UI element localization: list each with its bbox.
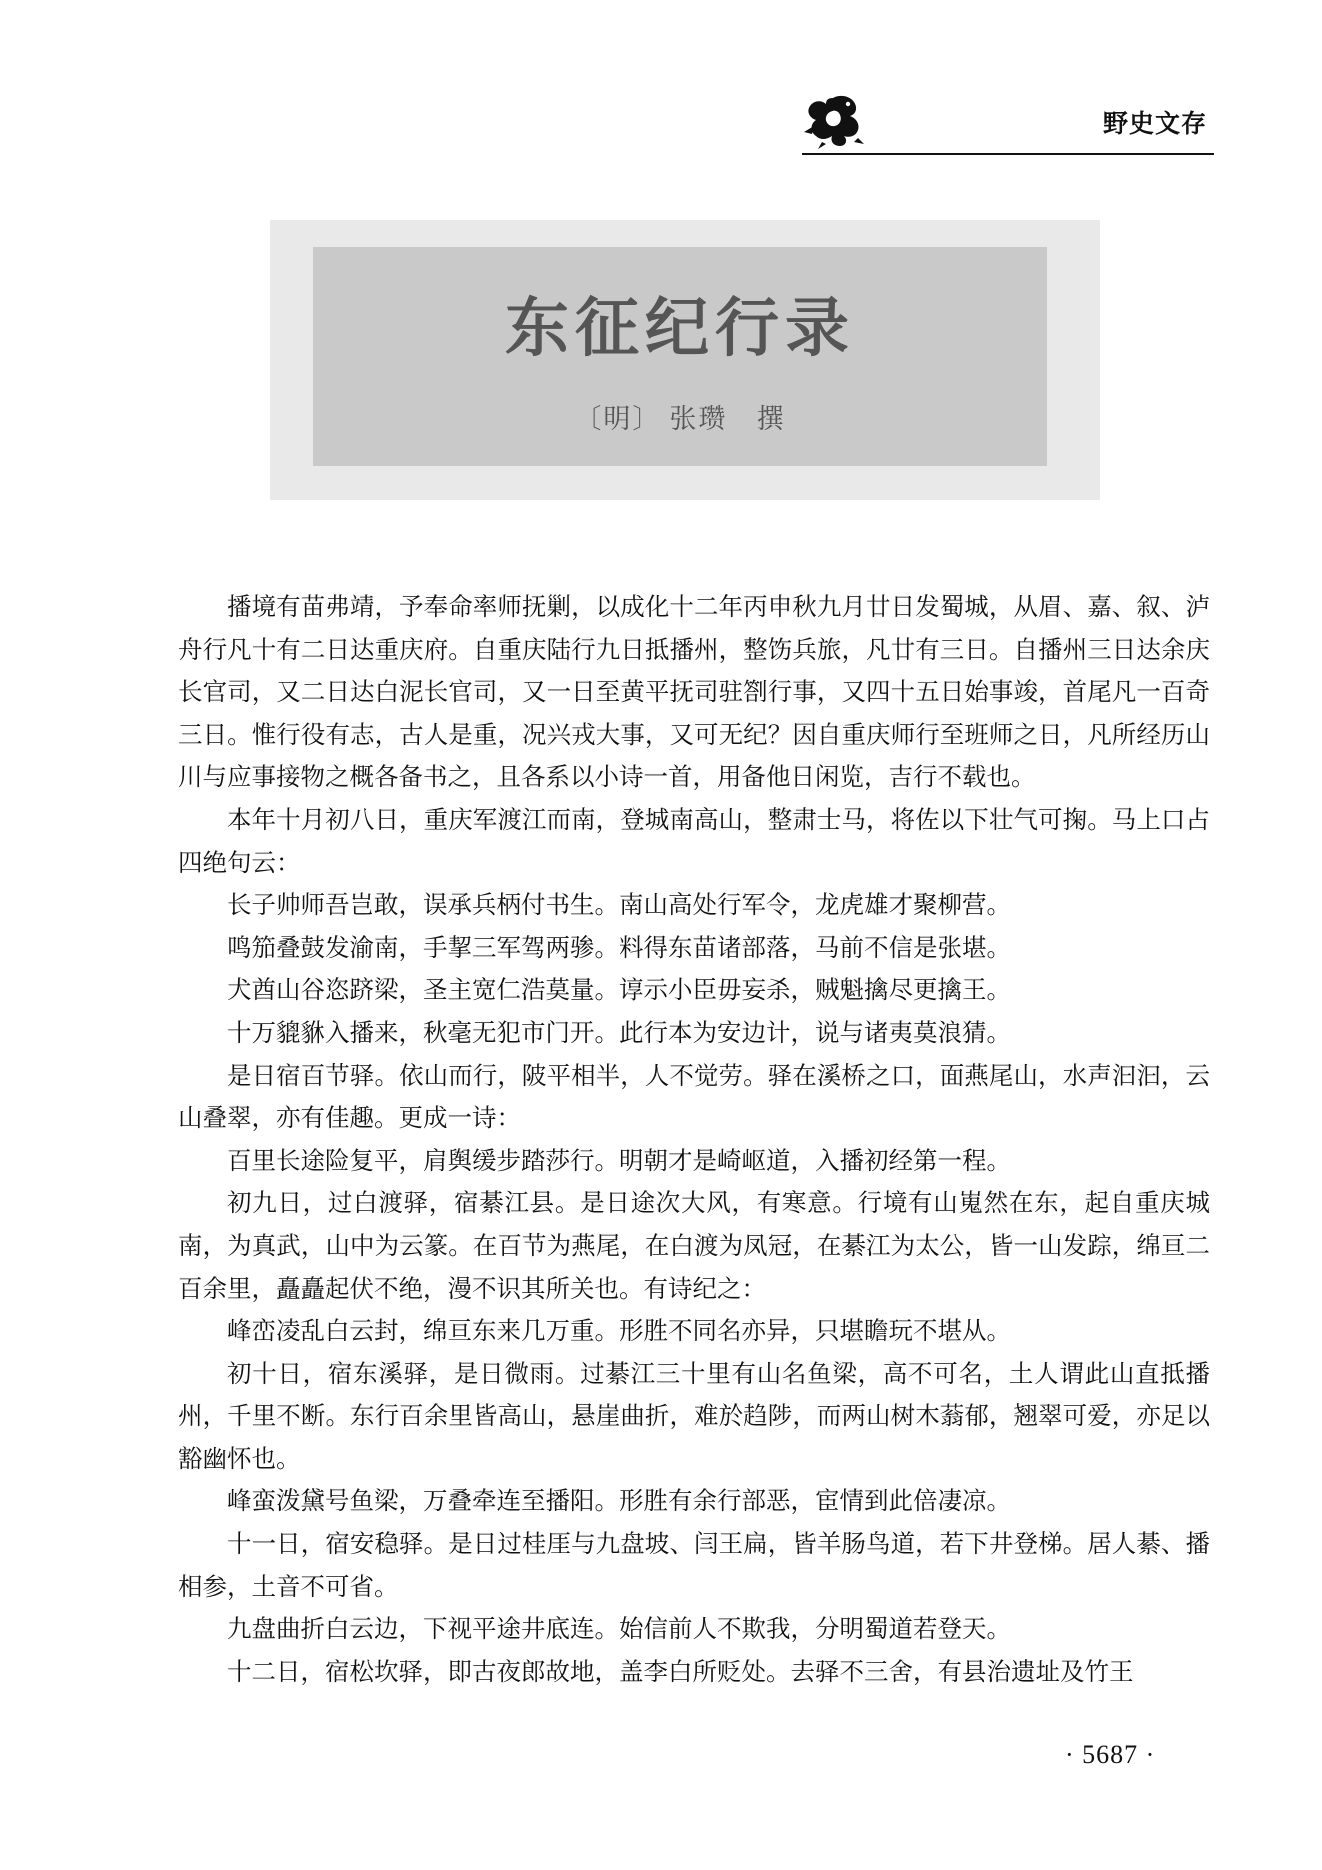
paragraph: 播境有苗弗靖，予奉命率师抚剿，以成化十二年丙申秋九月廿日发蜀城，从眉、嘉、叙、泸舟行凡十有二日达重庆府。自重庆陆行九日抵播州，整饬兵旅，凡廿有三日。自播州三日达余庆长官司，又二日达白泥长官司，又一日至黄平抚司驻劄行事，又四十五日始事竣，首尾凡一百奇三日。惟行役有志，古人是重，况兴戎大事，又可无纪？因自重庆师行至班师之日，凡所经历山川与应事接物之概各备书之，且各系以小诗一首，用备他日闲览，吉行不载也。 bbox=[178, 592, 1210, 792]
series-title: 野史文存 bbox=[1102, 109, 1207, 138]
dragon-logo bbox=[800, 92, 866, 150]
paragraph: 本年十月初八日，重庆军渡江而南，登城南高山，整肃士马，将佐以下壮气可掬。马上口占四绝句云： bbox=[178, 804, 1210, 877]
page-title: 东征纪行录 bbox=[505, 291, 855, 366]
title-box bbox=[313, 247, 1047, 466]
author-role: 撰 bbox=[756, 404, 786, 435]
author-line bbox=[313, 397, 1047, 436]
poem-line: 峰蛮泼黛号鱼梁，万叠牵连至播阳。形胜有余行部恶，宦情到此倍凄凉。 bbox=[227, 1486, 1011, 1516]
header-rule bbox=[802, 153, 1214, 155]
paragraph: 十一日，宿安稳驿。是日过桂厓与九盘坡、闫王扁，皆羊肠鸟道，若下井登梯。居人綦、播相参，土音不可省。 bbox=[178, 1529, 1210, 1601]
body-text bbox=[178, 586, 1210, 1693]
poem-line: 鸣笳叠鼓发渝南，手挈三军驾两骖。料得东苗诸部落，马前不信是张堪。 bbox=[227, 932, 1011, 962]
poem-line: 十万貔貅入播来，秋毫无犯市门开。此行本为安边计，说与诸夷莫浪猜。 bbox=[227, 1017, 1011, 1047]
page-number: · 5687 · bbox=[1065, 1740, 1156, 1769]
paragraph: 是日宿百节驿。依山而行，陂平相半，人不觉劳。驿在溪桥之口，面燕尾山，水声汩汩，云山叠翠，亦有佳趣。更成一诗： bbox=[178, 1060, 1210, 1133]
poem-line: 百里长途险复平，肩舆缓步踏莎行。明朝才是崎岖道，入播初经第一程。 bbox=[227, 1145, 1011, 1175]
poem-line: 长子帅师吾岂敢，误承兵柄付书生。南山高处行军令，龙虎雄才聚柳营。 bbox=[227, 890, 1011, 920]
paragraph: 十二日，宿松坎驿，即古夜郎故地，盖李白所贬处。去驿不三舍，有县治遗址及竹王 bbox=[227, 1656, 1134, 1686]
poem-line: 九盘曲折白云边，下视平途井底连。始信前人不欺我，分明蜀道若登天。 bbox=[227, 1614, 1011, 1644]
paragraph: 初九日，过白渡驿，宿綦江县。是日途次大风，有寒意。行境有山嵬然在东，起自重庆城南，为真武，山中为云篆。在百节为燕尾，在白渡为凤冠，在綦江为太公，皆一山发踪，绵亘二百余里，矗矗起伏不绝，漫不识其所关也。有诗纪之： bbox=[178, 1188, 1210, 1303]
paragraph: 初十日，宿东溪驿，是日微雨。过綦江三十里有山名鱼梁，高不可名，土人谓此山直抵播州，千里不断。东行百余里皆高山，悬崖曲折，难於趋陟，而两山树木蓊郁，翘翠可爱，亦足以豁幽怀也。 bbox=[178, 1358, 1210, 1473]
poem-line: 峰峦凌乱白云封，绵亘东来几万重。形胜不同名亦异，只堪瞻玩不堪从。 bbox=[227, 1316, 1011, 1346]
poem-line: 犬酋山谷恣跻梁，圣主宽仁浩莫量。谆示小臣毋妄杀，贼魁擒尽更擒王。 bbox=[227, 975, 1011, 1005]
author-dynasty: 〔明〕 bbox=[574, 404, 662, 435]
author-name: 张瓒 bbox=[669, 404, 728, 435]
